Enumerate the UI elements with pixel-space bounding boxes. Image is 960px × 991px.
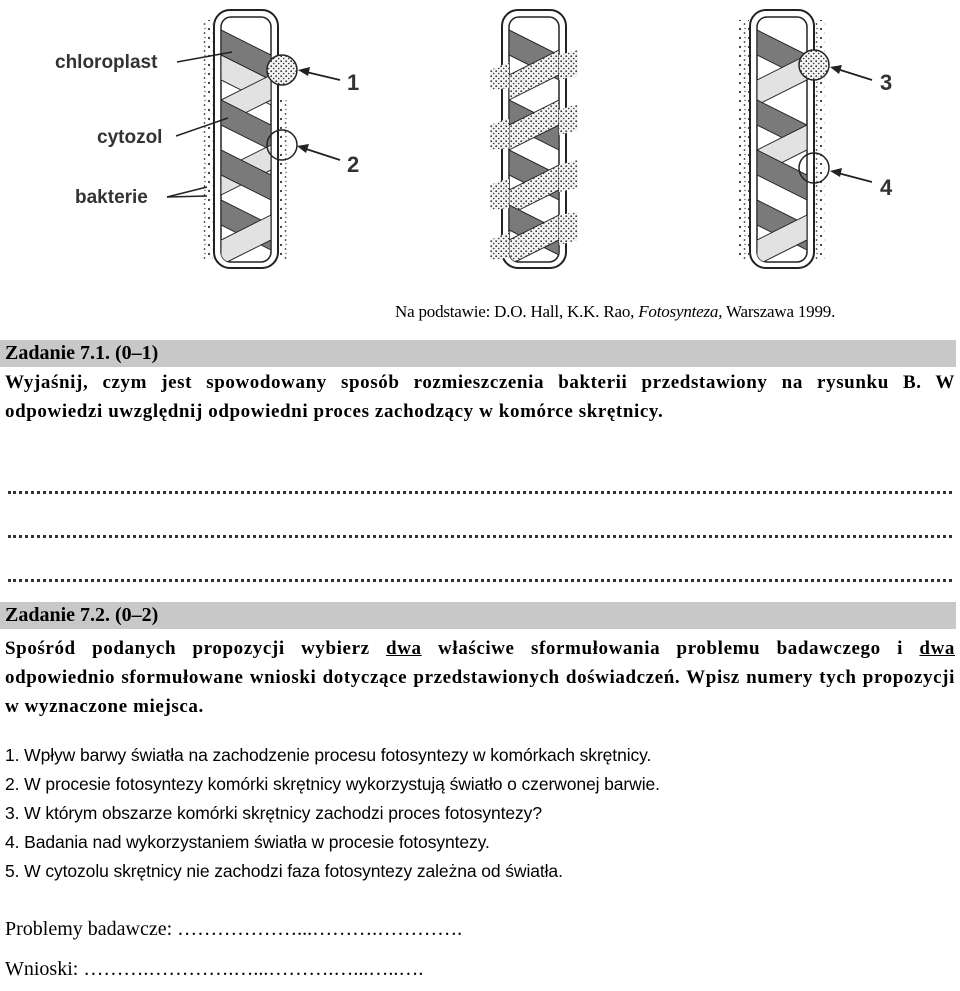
label-bakterie: bakterie bbox=[75, 187, 148, 208]
label-1: 1 bbox=[347, 70, 360, 95]
answer-line-1[interactable] bbox=[8, 487, 952, 494]
cell-a bbox=[203, 10, 297, 268]
task-7-1-text: Wyjaśnij, czym jest spowodowany sposób rozmieszczenia bakterii przedstawiony na rysunku B. W odpowiedzi uwzględnij odpowiedni proces zachodzący w komórce skrętnicy. bbox=[5, 372, 955, 422]
source-suffix: Warszawa 1999. bbox=[722, 302, 836, 321]
problems-answer-row bbox=[5, 918, 462, 941]
arrow-2 bbox=[297, 144, 340, 160]
label-chloroplast: chloroplast bbox=[55, 52, 158, 73]
task-7-2-underlined-1: dwa bbox=[386, 638, 422, 659]
answer-line-2[interactable] bbox=[8, 531, 952, 538]
cell-c bbox=[739, 10, 829, 268]
proposition-1: 1. Wpływ barwy światła na zachodzenie procesu fotosyntezy w komórkach skrętnicy. bbox=[5, 745, 652, 765]
label-3: 3 bbox=[880, 70, 893, 95]
conclusions-answer-row bbox=[5, 958, 423, 981]
conclusions-answer-field[interactable]: ……….………….…...……….…...…..…. bbox=[83, 958, 424, 980]
figure-source bbox=[395, 302, 957, 322]
task-7-2-underlined-2: dwa bbox=[919, 638, 955, 659]
label-2: 2 bbox=[347, 152, 360, 177]
task-7-2-text bbox=[5, 634, 955, 721]
task-7-2-text-part1: Spośród podanych propozycji wybierz bbox=[5, 638, 387, 659]
arrow-1 bbox=[298, 67, 340, 80]
task-7-2-text-part2: właściwe sformułowania problemu badawczego i bbox=[421, 638, 920, 659]
arrow-3 bbox=[830, 65, 872, 80]
problems-label: Problemy badawcze: bbox=[5, 918, 173, 940]
conclusions-label: Wnioski: bbox=[5, 958, 79, 980]
proposition-5: 5. W cytozolu skrętnicy nie zachodzi faza fotosyntezy zależna od światła. bbox=[5, 861, 563, 881]
task-7-2-header: Zadanie 7.2. (0–2) bbox=[0, 602, 956, 629]
proposition-3: 3. W którym obszarze komórki skrętnicy zachodzi proces fotosyntezy? bbox=[5, 803, 542, 823]
source-title: Fotosynteza, bbox=[638, 302, 723, 321]
proposition-4: 4. Badania nad wykorzystaniem światła w procesie fotosyntezy. bbox=[5, 832, 490, 852]
task-7-1-header: Zadanie 7.1. (0–1) bbox=[0, 340, 956, 367]
spirogyra-figure bbox=[0, 0, 960, 300]
answer-line-3[interactable] bbox=[8, 575, 952, 582]
task-7-2-text-part3: odpowiednio sformułowane wnioski dotyczące przedstawionych doświadczeń. Wpisz numery tych propozycji w wyznaczone miejsca. bbox=[5, 667, 955, 717]
arrow-4 bbox=[830, 168, 872, 182]
label-4: 4 bbox=[880, 175, 893, 200]
proposition-2: 2. W procesie fotosyntezy komórki skrętnicy wykorzystują światło o czerwonej barwie. bbox=[5, 774, 660, 794]
proposition-list bbox=[5, 741, 660, 886]
cell-b bbox=[490, 10, 578, 268]
problems-answer-field[interactable]: ………………...……….…………. bbox=[177, 918, 463, 940]
label-cytozol: cytozol bbox=[97, 127, 163, 148]
source-prefix: Na podstawie: D.O. Hall, K.K. Rao, bbox=[395, 302, 639, 321]
